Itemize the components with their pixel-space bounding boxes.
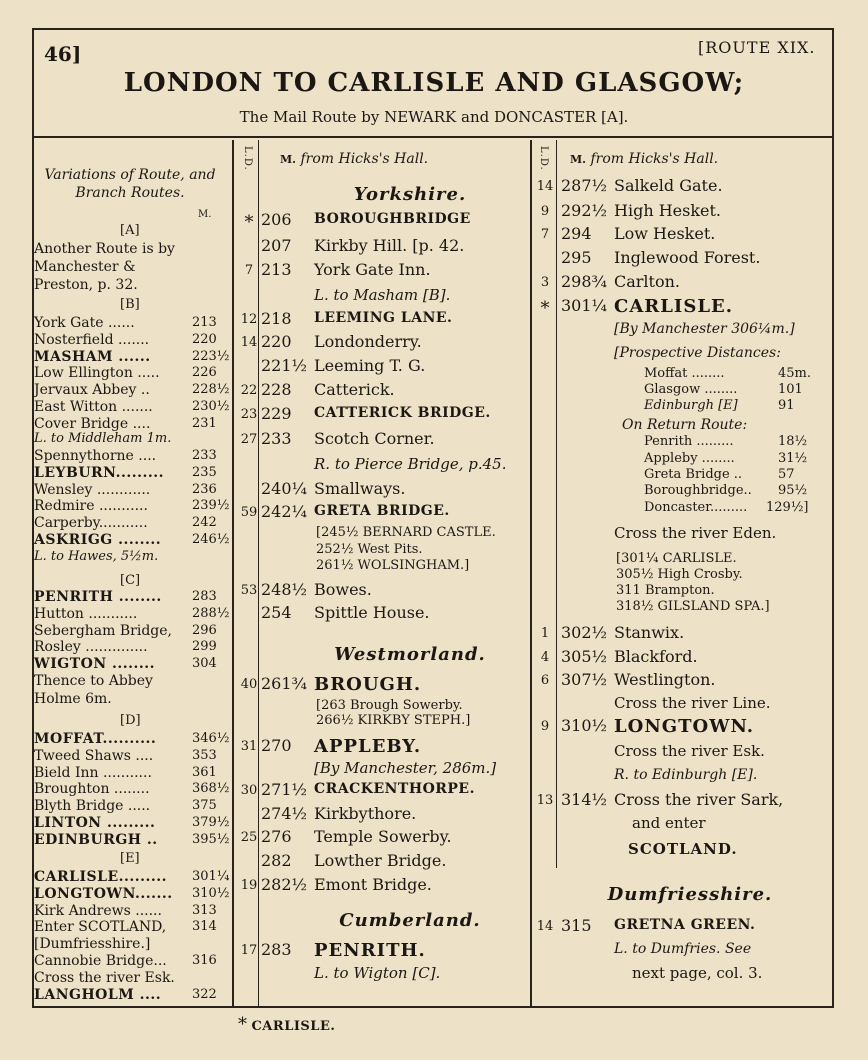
place-name: PENRITH.: [314, 940, 426, 961]
place-name: Tweed Shaws ....: [34, 747, 154, 764]
local-distance: 14: [536, 919, 554, 934]
place-name: Carperby...........: [34, 515, 148, 532]
local-distance: 53: [240, 583, 258, 598]
place-name: PENRITH ........: [34, 589, 162, 605]
local-distance: 30: [240, 783, 258, 798]
local-distance: 31: [240, 739, 258, 754]
county-cumberland: Cumberland.: [339, 910, 481, 931]
mileage: 346½: [192, 731, 230, 746]
mileage: 322: [192, 986, 217, 1002]
miles-label: M.: [198, 209, 212, 220]
branch-place: [245½ BERNARD CASTLE.: [316, 525, 496, 540]
local-distance: 9: [540, 204, 550, 219]
mileage: 254: [261, 603, 292, 622]
mileage: 235: [192, 464, 217, 480]
turn-middleham: L. to Middleham 1m.: [34, 431, 172, 446]
local-distance: 25: [240, 830, 258, 845]
mileage: 375: [192, 798, 217, 814]
branch-place: 318½ GILSLAND SPA.]: [616, 599, 770, 614]
distance-place: Edinburgh [E]: [644, 398, 738, 413]
mileage: 246½: [192, 532, 230, 547]
place-name: Lowther Bridge.: [314, 851, 447, 870]
place-name: EDINBURGH ..: [34, 831, 158, 848]
place-name: Sebergham Bridge,: [34, 622, 172, 639]
place-name: Kirk Andrews ......: [34, 902, 162, 919]
local-distance: 9: [540, 719, 550, 734]
footnote: * CARLISLE.: [238, 1014, 336, 1035]
distance-value: 101: [778, 382, 803, 397]
place-name: Kirkbythore.: [314, 804, 417, 823]
place-name: Redmire ...........: [34, 498, 148, 515]
local-distance: 14: [536, 179, 554, 194]
mileage: 233: [192, 448, 217, 463]
local-distance: 6: [540, 673, 550, 688]
header-rule: [32, 136, 834, 138]
place-name: LEYBURN.........: [34, 464, 164, 481]
county-dumfriesshire: Dumfriesshire.: [607, 884, 773, 905]
mileage: 242: [192, 515, 217, 531]
distance-value: 18½: [778, 434, 808, 449]
mileage: 283: [261, 940, 292, 959]
right-heading: M. from Hicks's Hall.: [570, 151, 719, 167]
mileage: 282: [261, 851, 292, 870]
mileage: 294: [561, 224, 592, 243]
mileage: 282½: [261, 875, 308, 894]
distance-value: 129½]: [766, 500, 809, 515]
turn-hawes: L. to Hawes, 5½m.: [34, 549, 159, 564]
place-name: Nosterfield .......: [34, 331, 150, 348]
place-name: Cross the river Esk.: [34, 969, 175, 986]
local-distance: 7: [244, 263, 254, 278]
local-distance: 14: [240, 335, 258, 350]
mileage: 228½: [192, 382, 230, 398]
column-rule-middle: [530, 140, 532, 1008]
ld-label-right: L.D.: [538, 146, 549, 171]
place-name: GRETNA GREEN.: [614, 917, 756, 933]
local-distance: 4: [540, 650, 550, 665]
place-name: LONGTOWN.......: [34, 885, 173, 902]
route-text: Cross the river Esk.: [614, 742, 765, 760]
route-text: Cross the river Line.: [614, 694, 771, 712]
mileage: 220: [192, 331, 217, 347]
county-yorkshire: Yorkshire.: [353, 184, 467, 205]
place-name: Smallways.: [314, 479, 406, 498]
direction-note: [Prospective Distances:: [614, 345, 781, 361]
note-c: Thence to Abbey Holme 6m.: [34, 673, 153, 707]
place-name: Catterick.: [314, 380, 395, 399]
distance-value: 91: [778, 398, 795, 413]
place-name: MASHAM ......: [34, 348, 151, 365]
mileage: 223½: [192, 348, 230, 364]
mileage: 270: [261, 736, 292, 755]
place-name: CRACKENTHORPE.: [314, 781, 475, 797]
route-text: Cross the river Eden.: [614, 524, 777, 542]
direction-note: On Return Route:: [622, 417, 748, 433]
page-subtitle: The Mail Route by NEWARK and DONCASTER [A].: [239, 108, 629, 126]
place-name: Bowes.: [314, 580, 372, 599]
place-name: East Witton .......: [34, 399, 153, 415]
mileage: 287½: [561, 176, 608, 195]
mileage: 307½: [561, 670, 608, 689]
place-name: CATTERICK BRIDGE.: [314, 405, 491, 421]
distance-value: 31½: [778, 451, 808, 466]
branch-place: 266½ KIRKBY STEPH.]: [316, 713, 471, 728]
distance-place: Penrith .........: [644, 434, 734, 449]
mileage: 316: [192, 953, 217, 968]
local-distance: 7: [540, 227, 550, 242]
mileage: 315: [561, 916, 592, 935]
county-westmorland: Westmorland.: [334, 644, 486, 665]
mileage: 236: [192, 481, 217, 497]
place-name: WIGTON ........: [34, 656, 156, 673]
mileage: 295: [561, 248, 592, 267]
direction-note: L. to Masham [B].: [314, 286, 451, 304]
mileage: 301¼: [192, 869, 230, 884]
place-name: Londonderry.: [314, 332, 422, 351]
place-name: Temple Sowerby.: [314, 827, 452, 846]
distance-place: Greta Bridge ..: [644, 467, 743, 482]
place-name: Westlington.: [614, 670, 716, 689]
route-text: and enter: [632, 814, 706, 832]
place-name: MOFFAT..........: [34, 731, 157, 747]
local-distance: 3: [540, 275, 550, 290]
distance-place: Boroughbridge..: [644, 483, 752, 498]
distance-value: 45m.: [778, 366, 812, 381]
place-name: Cover Bridge ....: [34, 415, 151, 432]
mileage: 206: [261, 210, 292, 229]
place-name: Low Hesket.: [614, 224, 716, 243]
star-marker: *: [244, 212, 254, 233]
place-name: Inglewood Forest.: [614, 248, 761, 267]
branch-place: [301¼ CARLISLE.: [616, 551, 737, 566]
place-name: Stanwix.: [614, 623, 685, 642]
mileage: 213: [192, 315, 217, 330]
distance-value: 57: [778, 467, 795, 482]
mileage: 314½: [561, 790, 608, 809]
mileage: 240¼: [261, 479, 308, 498]
direction-note: [By Manchester, 286m.]: [314, 759, 497, 777]
mileage: 283: [192, 589, 217, 604]
place-name: Scotch Corner.: [314, 429, 435, 448]
place-name: Carlton.: [614, 272, 680, 291]
place-name: York Gate Inn.: [314, 260, 431, 279]
mileage: 379½: [192, 815, 230, 830]
mileage: 213: [261, 260, 292, 279]
local-distance: 17: [240, 943, 258, 958]
section-d: [D]: [120, 713, 141, 728]
mileage: 207: [261, 236, 292, 255]
mileage: 233: [261, 429, 292, 448]
section-b: [B]: [120, 297, 140, 312]
local-distance: 13: [536, 793, 554, 808]
place-name: BROUGH.: [314, 674, 422, 695]
middle-heading: M. from Hicks's Hall.: [280, 151, 429, 167]
local-distance: 40: [240, 677, 258, 692]
mileage: 296: [192, 622, 217, 638]
mileage: 261¾: [261, 674, 308, 693]
star-marker: *: [540, 298, 550, 319]
place-name: CARLISLE.........: [34, 869, 168, 885]
place-name: York Gate ......: [34, 315, 135, 331]
place-name: ASKRIGG ........: [34, 532, 162, 548]
mileage: 301¼: [561, 296, 608, 315]
place-name: LANGHOLM ....: [34, 986, 162, 1003]
direction-note: R. to Pierce Bridge, p.45.: [314, 455, 507, 473]
mileage: 226: [192, 365, 217, 381]
ld-rule-right: [556, 140, 557, 868]
place-name: Blyth Bridge .....: [34, 798, 151, 815]
branch-place: 252½ West Pits.: [316, 542, 423, 557]
branch-place: [263 Brough Sowerby.: [316, 698, 463, 713]
local-distance: 12: [240, 312, 258, 327]
local-distance: 19: [240, 878, 258, 893]
place-name: BOROUGHBRIDGE: [314, 211, 471, 227]
local-distance: 22: [240, 383, 258, 398]
distance-place: Glasgow ........: [644, 382, 738, 397]
place-name: Jervaux Abbey ..: [34, 382, 150, 399]
route-label: [ROUTE XIX.: [698, 38, 816, 57]
mileage: 276: [261, 827, 292, 846]
direction-note: L. to Wigton [C].: [314, 964, 441, 982]
place-name: Spennythorne ....: [34, 448, 157, 464]
local-distance: 27: [240, 432, 258, 447]
distance-place: Appleby ........: [644, 451, 735, 466]
mileage: 242¼: [261, 502, 308, 521]
place-name: Low Ellington .....: [34, 365, 160, 382]
distance-value: 95½: [778, 483, 808, 498]
place-name: Wensley ............: [34, 481, 151, 498]
note-a: Another Route is by Manchester & Preston, p. 32.: [34, 241, 175, 293]
place-name: GRETA BRIDGE.: [314, 503, 450, 519]
mileage: 221½: [261, 356, 308, 375]
section-e: [E]: [120, 851, 140, 866]
section-c: [C]: [120, 573, 141, 588]
place-name: LEEMING LANE.: [314, 310, 453, 326]
place-name: Bield Inn ...........: [34, 764, 152, 781]
local-distance: 59: [240, 505, 258, 520]
mileage: 304: [192, 656, 217, 672]
mileage: 395½: [192, 831, 230, 847]
route-text: next page, col. 3.: [632, 964, 763, 982]
place-name: Enter SCOTLAND,: [34, 919, 167, 936]
mileage: 229: [261, 404, 292, 423]
mileage: 302½: [561, 623, 608, 642]
mileage: 228: [261, 380, 292, 399]
section-a: [A]: [120, 223, 140, 238]
direction-note: [By Manchester 306¼m.]: [614, 321, 795, 337]
local-distance: 23: [240, 407, 258, 422]
place-name: APPLEBY.: [314, 736, 422, 757]
mileage: 298¾: [561, 272, 608, 291]
place-name: Hutton ...........: [34, 605, 138, 622]
route-text: SCOTLAND.: [628, 840, 738, 858]
branch-place: 305½ High Crosby.: [616, 567, 743, 582]
mileage: 248½: [261, 580, 308, 599]
mileage: 313: [192, 902, 217, 918]
distance-place: Doncaster.........: [644, 500, 748, 515]
mileage: 305½: [561, 647, 608, 666]
mileage: 299: [192, 639, 217, 655]
mileage: 231: [192, 415, 217, 431]
local-distance: 1: [540, 626, 550, 641]
mileage: 361: [192, 764, 217, 780]
direction-note: L. to Dumfries. See: [614, 941, 752, 957]
mileage: 271½: [261, 780, 308, 799]
branch-place: 261½ WOLSINGHAM.]: [316, 558, 470, 573]
place-name: Spittle House.: [314, 603, 430, 622]
direction-note: R. to Edinburgh [E].: [614, 767, 758, 783]
page-number: 46]: [44, 42, 82, 66]
place-name: LINTON .........: [34, 815, 156, 831]
page-title: LONDON TO CARLISLE AND GLASGOW;: [123, 68, 745, 98]
branch-place: 311 Brampton.: [616, 583, 715, 598]
place-name: CARLISLE.: [614, 296, 733, 317]
mileage: 230½: [192, 399, 230, 414]
place-name: Rosley ..............: [34, 639, 148, 656]
mileage: 368½: [192, 781, 230, 797]
mileage: 239½: [192, 498, 230, 514]
mileage: 288½: [192, 605, 230, 621]
place-name: Blackford.: [614, 647, 698, 666]
mileage: 218: [261, 309, 292, 328]
mileage: 353: [192, 747, 217, 763]
place-name: [Dumfriesshire.]: [34, 936, 151, 953]
place-name: High Hesket.: [614, 201, 722, 220]
place-name: Cross the river Sark,: [614, 790, 784, 809]
mileage: 314: [192, 919, 217, 935]
place-name: Broughton ........: [34, 781, 150, 798]
mileage: 220: [261, 332, 292, 351]
place-name: Leeming T. G.: [314, 356, 426, 375]
distance-place: Moffat ........: [644, 366, 725, 381]
mileage: 292½: [561, 201, 608, 220]
column-rule-left: [232, 140, 234, 1008]
mileage: 310½: [192, 885, 230, 901]
mileage: 310½: [561, 716, 608, 735]
place-name: Kirkby Hill. [p. 42.: [314, 236, 465, 255]
variations-heading: Variations of Route, and Branch Routes.: [44, 167, 216, 201]
place-name: Cannobie Bridge...: [34, 953, 167, 969]
place-name: LONGTOWN.: [614, 716, 755, 737]
place-name: Salkeld Gate.: [614, 176, 723, 195]
mileage: 274½: [261, 804, 308, 823]
ld-label-middle: L.D.: [242, 146, 253, 171]
place-name: Emont Bridge.: [314, 875, 432, 894]
